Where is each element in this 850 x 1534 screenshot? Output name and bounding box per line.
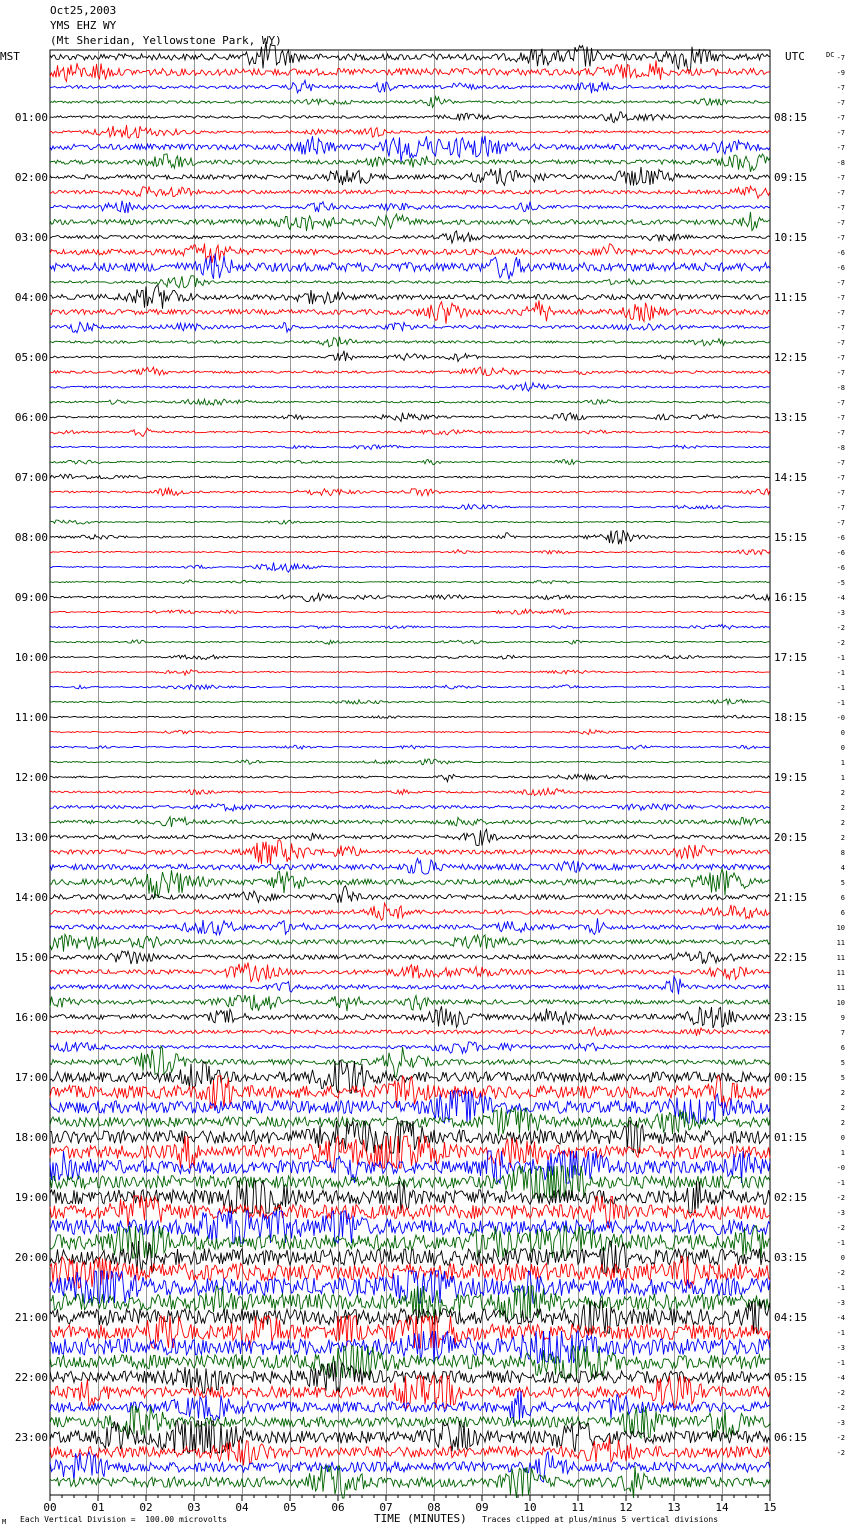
x-tick-label: 00 — [43, 1501, 57, 1514]
seismic-trace — [50, 594, 770, 602]
seismic-trace — [50, 367, 770, 376]
dc-offset-value: -2 — [836, 1404, 845, 1412]
dc-offset-value: 11 — [836, 939, 845, 947]
dc-offset-value: -8 — [836, 159, 845, 167]
seismic-trace — [50, 125, 770, 138]
x-tick-label: 14 — [715, 1501, 729, 1514]
mst-hour-label: 21:00 — [14, 1311, 48, 1324]
dc-offset-value: -7 — [836, 204, 845, 212]
seismic-trace — [50, 1391, 770, 1423]
dc-offset-value: -7 — [836, 294, 845, 302]
x-tick-label: 09 — [475, 1501, 489, 1514]
dc-offset-value: -2 — [836, 1194, 845, 1202]
dc-offset-value: -7 — [836, 279, 845, 287]
mst-hour-label: 10:00 — [14, 651, 48, 664]
dc-offset-value: -1 — [836, 1359, 845, 1367]
dc-offset-value: -7 — [836, 459, 845, 467]
dc-offset-value: -7 — [836, 129, 845, 137]
dc-offset-value: -7 — [836, 309, 845, 317]
seismic-trace — [50, 858, 770, 874]
mst-hour-label: 03:00 — [14, 231, 48, 244]
seismic-trace — [50, 1452, 770, 1482]
seismic-trace — [50, 60, 770, 81]
dc-offset-value: -7 — [836, 99, 845, 107]
mst-hour-label: 02:00 — [14, 171, 48, 184]
seismic-trace — [50, 655, 770, 660]
x-tick-label: 12 — [619, 1501, 633, 1514]
utc-hour-label: 17:15 — [774, 651, 808, 664]
seismic-trace — [50, 1406, 770, 1438]
seismic-trace — [50, 474, 770, 479]
dc-offset-value: 9 — [840, 1014, 845, 1022]
x-tick-label: 05 — [283, 1501, 297, 1514]
utc-hour-label: 09:15 — [774, 171, 808, 184]
dc-offset-value: 6 — [840, 1044, 845, 1052]
mst-hour-label: 19:00 — [14, 1191, 48, 1204]
utc-hour-label: 20:15 — [774, 831, 808, 844]
seismic-trace — [50, 804, 770, 811]
utc-hour-label: 14:15 — [774, 471, 808, 484]
dc-offset-value: 2 — [840, 789, 845, 797]
utc-hour-label: 05:15 — [774, 1371, 808, 1384]
dc-offset-value: -2 — [836, 1269, 845, 1277]
dc-offset-value: -7 — [836, 144, 845, 152]
dc-offset-value: -7 — [836, 54, 845, 62]
dc-offset-value: -6 — [836, 249, 845, 257]
dc-offset-value: -7 — [836, 429, 845, 437]
dc-offset-value: -2 — [836, 1449, 845, 1457]
mst-hour-label: 14:00 — [14, 891, 48, 904]
dc-offset-value: -8 — [836, 384, 845, 392]
dc-offset-value: 1 — [840, 759, 845, 767]
dc-offset-value: 0 — [840, 1254, 845, 1262]
dc-offset-value: -7 — [836, 114, 845, 122]
dc-offset-value: 6 — [840, 909, 845, 917]
dc-offset-value: -6 — [836, 549, 845, 557]
seismic-trace — [50, 934, 770, 951]
utc-hour-label: 22:15 — [774, 951, 808, 964]
seismic-trace — [50, 817, 770, 827]
mst-hour-label: 05:00 — [14, 351, 48, 364]
dc-offset-value: 8 — [840, 849, 845, 857]
utc-hour-label: 00:15 — [774, 1071, 808, 1084]
dc-offset-value: 5 — [840, 1059, 845, 1067]
mst-axis-label: MST — [0, 50, 20, 63]
dc-offset-value: -0 — [836, 714, 845, 722]
seismic-trace — [50, 1042, 770, 1054]
seismic-trace — [50, 231, 770, 243]
x-axis-title: TIME (MINUTES) — [374, 1512, 467, 1525]
dc-offset-value: -6 — [836, 564, 845, 572]
utc-hour-label: 23:15 — [774, 1011, 808, 1024]
seismic-trace — [50, 112, 770, 123]
utc-hour-label: 08:15 — [774, 111, 808, 124]
utc-hour-label: 21:15 — [774, 891, 808, 904]
utc-hour-label: 15:15 — [774, 531, 808, 544]
utc-hour-label: 19:15 — [774, 771, 808, 784]
dc-offset-value: 2 — [840, 819, 845, 827]
seismic-trace — [50, 640, 770, 645]
dc-offset-value: -2 — [836, 1224, 845, 1232]
seismic-trace — [50, 351, 770, 362]
dc-offset-value: -1 — [836, 699, 845, 707]
utc-hour-label: 11:15 — [774, 291, 808, 304]
seismic-trace — [50, 428, 770, 436]
x-tick-label: 01 — [91, 1501, 105, 1514]
utc-hour-label: 10:15 — [774, 231, 808, 244]
seismic-trace — [50, 243, 770, 263]
x-tick-label: 03 — [187, 1501, 201, 1514]
seismic-trace — [50, 788, 770, 795]
seismic-trace — [50, 1076, 770, 1108]
seismic-trace — [50, 167, 770, 186]
dc-offset-value: 4 — [840, 864, 845, 872]
mst-hour-label: 08:00 — [14, 531, 48, 544]
dc-offset-value: -7 — [836, 189, 845, 197]
seismic-trace — [50, 212, 770, 231]
dc-offset-value: -1 — [836, 654, 845, 662]
dc-offset-value: 6 — [840, 894, 845, 902]
dc-offset-value: -2 — [836, 624, 845, 632]
seismic-trace — [50, 186, 770, 198]
seismic-trace — [50, 383, 770, 391]
dc-offset-value: 7 — [840, 1029, 845, 1037]
seismic-trace — [50, 759, 770, 765]
utc-hour-label: 12:15 — [774, 351, 808, 364]
dc-offset-value: -6 — [836, 264, 845, 272]
seismic-trace — [50, 550, 770, 555]
dc-offset-value: 5 — [840, 1074, 845, 1082]
dc-offset-value: -2 — [836, 639, 845, 647]
dc-offset-value: -7 — [836, 369, 845, 377]
dc-offset-value: -1 — [836, 1329, 845, 1337]
x-tick-label: 08 — [427, 1501, 441, 1514]
dc-offset-value: 5 — [840, 879, 845, 887]
dc-offset-value: -7 — [836, 324, 845, 332]
seismic-trace — [50, 1421, 770, 1453]
utc-hour-label: 13:15 — [774, 411, 808, 424]
seismic-trace — [50, 562, 770, 572]
plot-frame — [50, 50, 770, 1495]
seismic-trace — [50, 580, 770, 584]
dc-offset-value: 11 — [836, 969, 845, 977]
dc-offset-value: 2 — [840, 1104, 845, 1112]
seismic-trace — [50, 337, 770, 347]
seismic-trace — [50, 254, 770, 280]
dc-offset-value: 10 — [836, 999, 845, 1007]
seismic-trace — [50, 136, 770, 162]
mst-hour-label: 17:00 — [14, 1071, 48, 1084]
seismic-trace — [50, 399, 770, 405]
dc-offset-value: -4 — [836, 1374, 845, 1382]
dc-offset-value: -1 — [836, 684, 845, 692]
utc-axis-label: UTC — [785, 50, 805, 63]
x-tick-label: 13 — [667, 1501, 681, 1514]
seismic-trace — [50, 951, 770, 964]
dc-offset-value: -7 — [836, 504, 845, 512]
vertical-scale-note: Each Vertical Division = 100.00 microvolts — [20, 1515, 228, 1524]
seismic-trace — [50, 1006, 770, 1028]
dc-offset-value: 2 — [840, 1119, 845, 1127]
seismic-trace — [50, 903, 770, 920]
utc-hour-label: 16:15 — [774, 591, 808, 604]
corner-mark: M — [2, 1518, 7, 1526]
dc-offset-value: -3 — [836, 609, 845, 617]
x-tick-label: 06 — [331, 1501, 345, 1514]
utc-hour-label: 06:15 — [774, 1431, 808, 1444]
seismic-trace — [50, 624, 770, 629]
seismic-trace — [50, 670, 770, 676]
seismic-trace — [50, 1027, 770, 1036]
x-tick-label: 04 — [235, 1501, 249, 1514]
utc-hour-label: 01:15 — [774, 1131, 808, 1144]
dc-offset-value: -1 — [836, 1239, 845, 1247]
dc-offset-value: -7 — [836, 219, 845, 227]
mst-hour-label: 15:00 — [14, 951, 48, 964]
seismic-trace — [50, 840, 770, 865]
seismic-trace — [50, 286, 770, 309]
dc-offset-value: -7 — [836, 174, 845, 182]
mst-hour-label: 22:00 — [14, 1371, 48, 1384]
dc-offset-value: 10 — [836, 924, 845, 932]
seismic-trace — [50, 963, 770, 982]
dc-offset-value: -7 — [836, 234, 845, 242]
seismic-trace — [50, 42, 770, 71]
seismic-trace — [50, 1466, 770, 1498]
dc-offset-value: -2 — [836, 1389, 845, 1397]
dc-offset-value: -7 — [836, 339, 845, 347]
dc-offset-value: 11 — [836, 954, 845, 962]
seismic-trace — [50, 504, 770, 509]
seismic-trace — [50, 829, 770, 845]
seismic-trace — [50, 995, 770, 1011]
seismic-trace — [50, 1271, 770, 1303]
seismic-trace — [50, 530, 770, 544]
dc-offset-label: DC — [826, 51, 835, 59]
utc-hour-label: 03:15 — [774, 1251, 808, 1264]
dc-offset-value: -7 — [836, 519, 845, 527]
dc-offset-value: -7 — [836, 489, 845, 497]
utc-hour-label: 02:15 — [774, 1191, 808, 1204]
x-tick-label: 02 — [139, 1501, 153, 1514]
dc-offset-value: 1 — [840, 1149, 845, 1157]
seismic-trace — [50, 699, 770, 704]
dc-offset-value: 1 — [840, 774, 845, 782]
dc-offset-value: -7 — [836, 414, 845, 422]
mst-hour-label: 13:00 — [14, 831, 48, 844]
dc-offset-value: -4 — [836, 594, 845, 602]
mst-hour-label: 11:00 — [14, 711, 48, 724]
clipping-note: Traces clipped at plus/minus 5 vertical divisions — [482, 1515, 719, 1524]
dc-offset-value: -3 — [836, 1344, 845, 1352]
seismic-trace — [50, 1346, 770, 1378]
mst-hour-label: 12:00 — [14, 771, 48, 784]
mst-hour-label: 23:00 — [14, 1431, 48, 1444]
mst-hour-label: 04:00 — [14, 291, 48, 304]
seismic-trace — [50, 445, 770, 450]
dc-offset-value: -7 — [836, 354, 845, 362]
utc-hour-label: 04:15 — [774, 1311, 808, 1324]
seismic-trace — [50, 460, 770, 465]
dc-offset-value: -7 — [836, 474, 845, 482]
seismic-trace — [50, 80, 770, 93]
dc-offset-value: -4 — [836, 1314, 845, 1322]
dc-offset-value: -2 — [836, 1434, 845, 1442]
dc-offset-value: 0 — [840, 1134, 845, 1142]
dc-offset-value: -7 — [836, 399, 845, 407]
mst-hour-label: 20:00 — [14, 1251, 48, 1264]
mst-hour-label: 07:00 — [14, 471, 48, 484]
seismic-trace — [50, 520, 770, 524]
dc-offset-value: -5 — [836, 579, 845, 587]
dc-offset-value: -7 — [836, 84, 845, 92]
x-tick-label: 15 — [763, 1501, 777, 1514]
mst-hour-label: 06:00 — [14, 411, 48, 424]
dc-offset-value: -1 — [836, 669, 845, 677]
seismic-trace — [50, 413, 770, 422]
dc-offset-value: -1 — [836, 1179, 845, 1187]
dc-offset-value: 2 — [840, 834, 845, 842]
dc-offset-value: -0 — [836, 1164, 845, 1172]
dc-offset-value: -1 — [836, 1284, 845, 1292]
x-tick-label: 10 — [523, 1501, 537, 1514]
dc-offset-value: 2 — [840, 1089, 845, 1097]
seismic-trace — [50, 774, 770, 781]
mst-hour-label: 16:00 — [14, 1011, 48, 1024]
seismic-trace — [50, 322, 770, 333]
utc-hour-label: 18:15 — [774, 711, 808, 724]
x-tick-label: 07 — [379, 1501, 393, 1514]
seismic-trace — [50, 745, 770, 749]
seismic-trace — [50, 488, 770, 496]
seismic-trace — [50, 97, 770, 108]
dc-offset-value: -3 — [836, 1209, 845, 1217]
seismic-trace — [50, 201, 770, 213]
plot-date: Oct25,2003 — [50, 4, 117, 17]
dc-offset-value: -6 — [836, 534, 845, 542]
seismic-trace — [50, 609, 770, 614]
dc-offset-value: 0 — [840, 744, 845, 752]
x-tick-label: 11 — [571, 1501, 585, 1514]
mst-hour-label: 18:00 — [14, 1131, 48, 1144]
dc-offset-value: 0 — [840, 729, 845, 737]
dc-offset-value: 2 — [840, 804, 845, 812]
dc-offset-value: -9 — [836, 69, 845, 77]
seismic-trace — [50, 918, 770, 935]
seismic-trace — [50, 730, 770, 735]
dc-offset-value: -3 — [836, 1419, 845, 1427]
seismic-trace — [50, 977, 770, 995]
station-location: (Mt Sheridan, Yellowstone Park, WY) — [50, 34, 282, 47]
mst-hour-label: 01:00 — [14, 111, 48, 124]
mst-hour-label: 09:00 — [14, 591, 48, 604]
dc-offset-value: -8 — [836, 444, 845, 452]
dc-offset-value: 11 — [836, 984, 845, 992]
station-code: YMS EHZ WY — [50, 19, 117, 32]
seismic-trace — [50, 685, 770, 690]
seismic-trace — [50, 715, 770, 718]
dc-offset-value: -3 — [836, 1299, 845, 1307]
seismic-trace — [50, 300, 770, 323]
